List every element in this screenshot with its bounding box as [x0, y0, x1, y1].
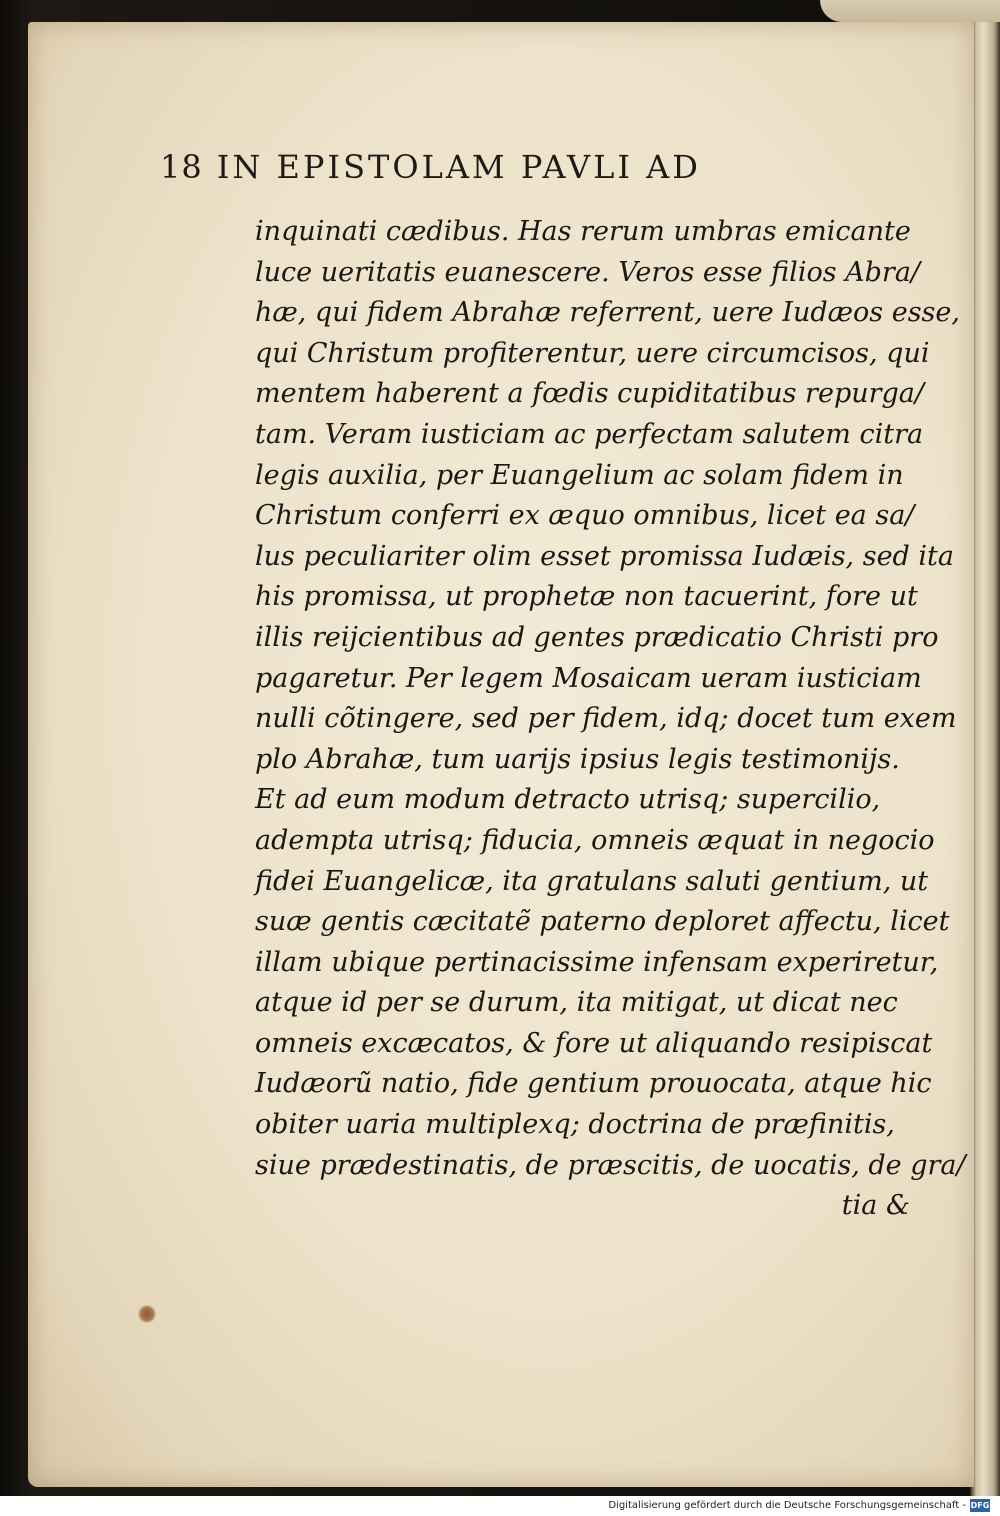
- text-line: hæ, qui fidem Abrahæ referrent, uere Iudæos esse,: [255, 297, 960, 329]
- body-text: [255, 212, 966, 1227]
- text-line: Iudæorũ natio, fide gentium prouocata, atque hic: [255, 1068, 932, 1100]
- adjacent-page-edge: [970, 0, 1000, 1496]
- adjacent-page-corner: [820, 0, 1000, 22]
- text-line: tam. Veram iusticiam ac perfectam salutem citra: [255, 418, 924, 450]
- text-line: obiter uaria multiplexq; doctrina de præfinitis,: [255, 1109, 895, 1141]
- text-line: illam ubique pertinacissime infensam experiretur,: [255, 946, 939, 978]
- text-line: mentem haberent a fœdis cupiditatibus repurga/: [255, 378, 925, 410]
- dfg-logo: DFG: [970, 1501, 990, 1510]
- text-line: pagaretur. Per legem Mosaicam ueram iusticiam: [255, 662, 922, 694]
- running-header: [160, 148, 880, 198]
- text-line: Et ad eum modum detracto utrisq; supercilio,: [255, 784, 881, 816]
- text-line: luce ueritatis euanescere. Veros esse filios Abra/: [255, 256, 921, 288]
- text-line: adempta utrisq; fiducia, omneis æquat in negocio: [255, 824, 935, 856]
- text-line: qui Christum profiterentur, uere circumcisos, qui: [255, 337, 930, 369]
- text-line: inquinati cædibus. Has rerum umbras emicante: [255, 216, 911, 247]
- page-number: 18: [160, 148, 203, 186]
- text-line: legis auxilia, per Euangelium ac solam fidem in: [255, 459, 904, 491]
- funding-credit: Digitalisierung gefördert durch die Deutsche Forschungsgemeinschaft -: [608, 1500, 966, 1511]
- text-line: siue prædestinatis, de præscitis, de uocatis, de gra/: [255, 1149, 966, 1181]
- page-stain: [138, 1305, 156, 1323]
- text-line: atque id per se durum, ita mitigat, ut dicat nec: [255, 987, 898, 1019]
- running-title: IN EPISTOLAM PAVLI AD: [216, 148, 701, 186]
- text-line: nulli cõtingere, sed per fidem, idq; docet tum exem: [255, 703, 957, 735]
- text-line: his promissa, ut prophetæ non tacuerint, fore ut: [255, 581, 918, 613]
- text-line: suæ gentis cæcitatẽ paterno deploret affectu, licet: [255, 906, 950, 938]
- text-line: plo Abrahæ, tum uarijs ipsius legis testimonijs.: [255, 743, 900, 775]
- text-line: illis reijcientibus ad gentes prædicatio Christi pro: [255, 621, 939, 653]
- text-line: lus peculiariter olim esset promissa Iudæis, sed ita: [255, 540, 955, 572]
- catchword: tia &: [841, 1190, 910, 1222]
- text-line: fidei Euangelicæ, ita gratulans saluti gentium, ut: [255, 865, 929, 897]
- text-line: Christum conferri ex æquo omnibus, licet ea sa/: [255, 500, 915, 532]
- text-line: omneis excæcatos, & fore ut aliquando resipiscat: [255, 1027, 933, 1059]
